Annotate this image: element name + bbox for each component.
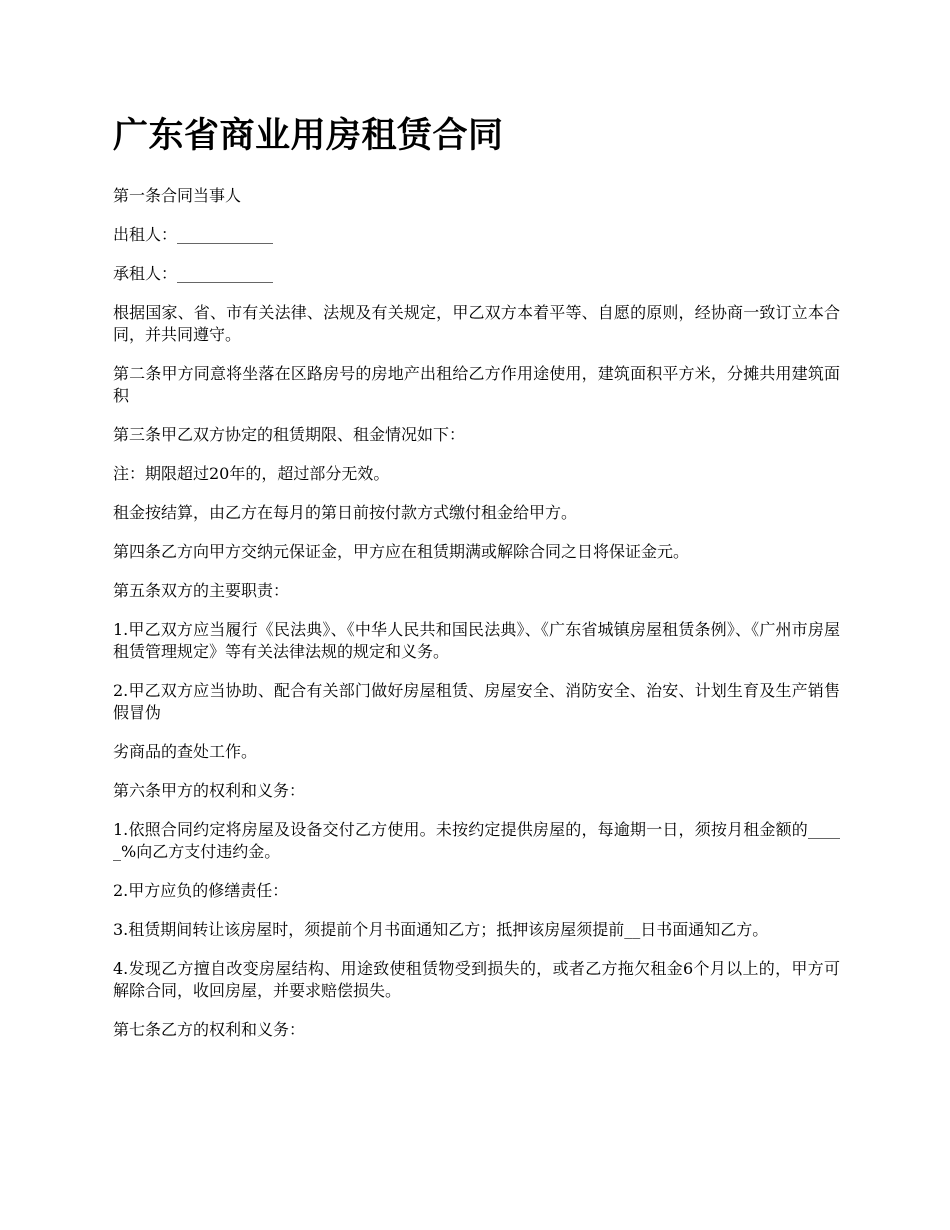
article-5-item-2-continued: 劣商品的查处工作。 — [113, 742, 258, 761]
article-5-item-1: 1.甲乙双方应当履行《民法典》、《中华人民共和国民法典》、《广东省城镇房屋租赁条例》、《广州市房屋租赁管理规定》等有关法律法规的规定和义务。 — [113, 620, 840, 661]
article-6-item-4: 4.发现乙方擅自改变房屋结构、用途致使租赁物受到损失的，或者乙方拖欠租金6个月以上的，甲方可解除合同，收回房屋，并要求赔偿损失。 — [113, 959, 840, 1000]
document-title: 广东省商业用房租赁合同 — [113, 116, 504, 156]
article-6-heading: 第六条甲方的权利和义务： — [113, 781, 306, 800]
lessor-line: 出租人：____________ — [113, 225, 274, 244]
preamble-paragraph: 根据国家、省、市有关法律、法规及有关规定，甲乙双方本着平等、自愿的原则，经协商一致订立本合同，并共同遵守。 — [113, 303, 840, 344]
article-7-heading: 第七条乙方的权利和义务： — [113, 1020, 306, 1039]
article-1-heading: 第一条合同当事人 — [113, 186, 242, 205]
document-body — [113, 110, 840, 1058]
article-4-paragraph: 第四条乙方向甲方交纳元保证金，甲方应在租赁期满或解除合同之日将保证金元。 — [113, 542, 690, 561]
term-note: 注：期限超过20年的，超过部分无效。 — [113, 464, 390, 483]
lessee-line: 承租人：____________ — [113, 264, 274, 283]
article-3-heading: 第三条甲乙双方协定的租赁期限、租金情况如下： — [113, 425, 466, 444]
article-2-paragraph: 第二条甲方同意将坐落在区路房号的房地产出租给乙方作用途使用，建筑面积平方米，分摊共用建筑面积 — [113, 364, 840, 405]
rent-payment-paragraph: 租金按结算，由乙方在每月的第日前按付款方式缴付租金给甲方。 — [113, 503, 578, 522]
article-6-item-1: 1.依照合同约定将房屋及设备交付乙方使用。未按约定提供房屋的，每逾期一日，须按月租金额的_____%向乙方支付违约金。 — [113, 820, 840, 861]
article-6-item-3: 3.租赁期间转让该房屋时，须提前个月书面通知乙方；抵押该房屋须提前__日书面通知乙方。 — [113, 920, 769, 939]
article-5-item-2: 2.甲乙双方应当协助、配合有关部门做好房屋租赁、房屋安全、消防安全、治安、计划生育及生产销售假冒伪 — [113, 681, 840, 722]
article-6-item-2: 2.甲方应负的修缮责任： — [113, 881, 289, 900]
article-5-heading: 第五条双方的主要职责： — [113, 581, 290, 600]
